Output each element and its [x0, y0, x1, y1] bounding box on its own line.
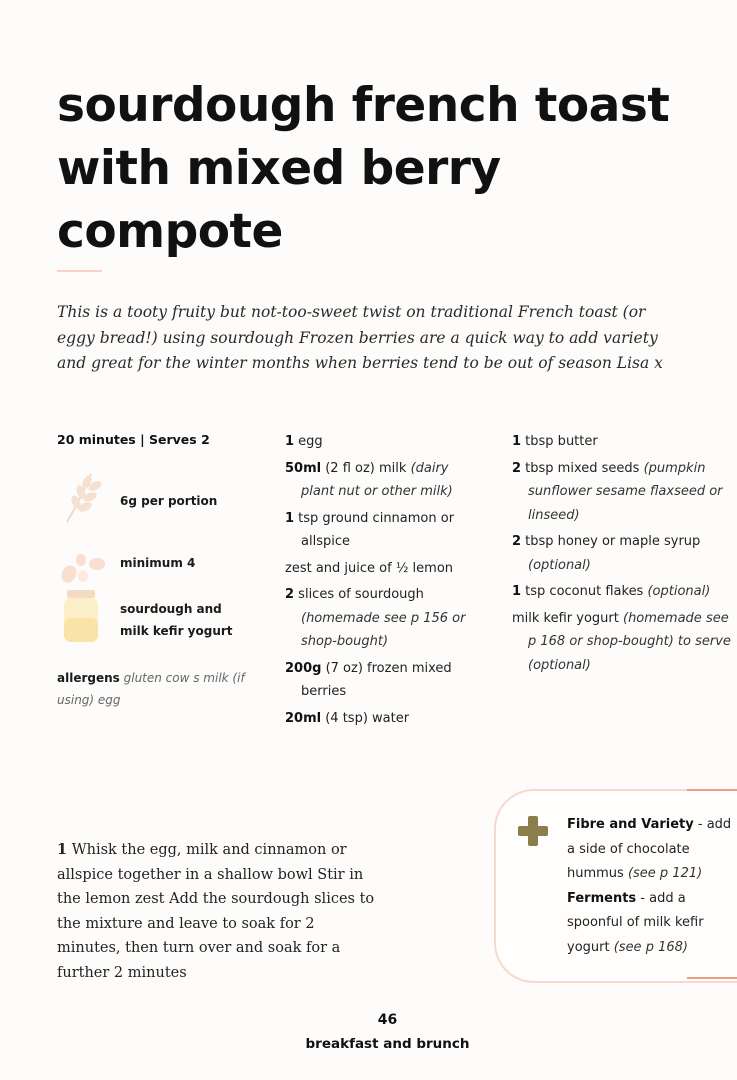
ingredient-text: (7 oz) frozen mixed berries [301, 660, 452, 699]
tip-label-fibre: Fibre and Variety [567, 817, 694, 832]
ingredient-item [285, 457, 485, 504]
ingredient-text: tbsp mixed seeds [521, 460, 644, 476]
allergens-list: gluten cow s milk (if using) egg [57, 671, 245, 707]
ingredient-text: tbsp honey or maple syrup [521, 534, 701, 549]
ingredient-note: (homemade see p 156 or shop-bought) [301, 610, 466, 649]
ingredient-qty: 1 [285, 510, 295, 526]
ingredients-column-2 [512, 430, 732, 680]
ingredient-note: (optional) [528, 557, 591, 573]
ingredient-text: zest and juice of ½ lemon [285, 560, 454, 576]
ingredient-text: tsp coconut flakes [521, 584, 648, 599]
ingredient-item [285, 583, 485, 654]
ingredient-qty: 2 [285, 587, 295, 602]
ferments-line-1: sourdough and [120, 602, 222, 616]
ingredient-qty: 20ml [285, 710, 322, 726]
title-line-3: compote [57, 204, 283, 259]
ingredient-qty: 2 [512, 460, 522, 476]
method-step-1 [57, 838, 377, 986]
ingredient-note: (pumpkin sunflower sesame flaxseed or linseed) [528, 460, 723, 523]
title-line-1: sourdough french toast [57, 78, 670, 133]
ingredient-note: (optional) [647, 584, 711, 599]
ingredient-text: (2 fl oz) milk [321, 460, 411, 476]
ingredient-item [285, 507, 485, 554]
ferments-label [120, 598, 260, 642]
step-number: 1 [57, 841, 68, 858]
time-serves: 20 minutes | Serves 2 [57, 432, 210, 447]
page-number: 46 [377, 1012, 398, 1028]
ingredients-column-1 [285, 430, 485, 733]
ingredient-qty: 50ml [285, 460, 322, 476]
ingredient-text: milk kefir yogurt [512, 610, 623, 626]
ingredient-text: (4 tsp) water [321, 710, 410, 726]
wheat-icon [57, 468, 113, 524]
title-divider [57, 270, 102, 272]
ingredient-note: (dairy plant nut or other milk) [301, 460, 453, 499]
variety-row [57, 540, 257, 590]
intro-paragraph: This is a tooty fruity but not-too-sweet twist on traditional French toast (or eggy bread!) using sourdough Frozen berries are a quick way to add variety and great for the winter months when berries tend to be out of season Lisa x [57, 303, 663, 372]
ferments-row [57, 588, 257, 648]
ingredient-text: tbsp butter [521, 434, 598, 449]
ingredient-item [512, 607, 732, 678]
fibre-per-portion: 6g per portion [120, 494, 218, 508]
ingredient-item [512, 457, 732, 528]
ingredient-item [285, 657, 485, 704]
ingredient-note: (homemade see p 168 or shop-bought) to serve (optional) [528, 610, 731, 673]
ingredient-qty: 2 [512, 534, 522, 549]
ingredient-item [285, 430, 485, 454]
tip-ref-ferments: (see p 168) [613, 939, 688, 955]
ingredient-text: tsp ground cinnamon or allspice [294, 510, 455, 549]
ingredient-qty: 200g [285, 660, 322, 676]
tip-accent-top [687, 789, 737, 791]
ingredient-item [512, 580, 732, 604]
section-name: breakfast and brunch [305, 1036, 470, 1052]
allergens-note [57, 667, 257, 711]
ingredient-item [285, 707, 485, 731]
variety-count: minimum 4 [120, 556, 196, 570]
allergens-label: allergens [57, 671, 120, 685]
jar-icon [57, 588, 113, 644]
tip-label-ferments: Ferments [567, 890, 637, 906]
tip-ref-fibre: (see p 121) [627, 866, 703, 882]
tip-text-fibre: - add a side of chocolate hummus [567, 817, 732, 882]
ingredient-qty: 1 [512, 584, 522, 599]
ingredient-item [285, 557, 485, 581]
ingredient-text: egg [294, 434, 323, 449]
fibre-row [57, 468, 257, 518]
ingredient-qty: 1 [285, 434, 295, 449]
ferments-line-2: milk kefir yogurt [120, 624, 233, 638]
ingredient-text: slices of sourdough [294, 587, 424, 602]
tip-text [567, 813, 737, 961]
ingredient-qty: 1 [512, 434, 522, 449]
plus-icon [518, 816, 548, 846]
title-line-2: with mixed berry [57, 141, 501, 196]
ingredient-item [512, 530, 732, 577]
recipe-title [57, 74, 727, 263]
step-text: Whisk the egg, milk and cinnamon or allspice together in a shallow bowl Stir in the lemon zest Add the sourdough slices to the mixture and leave to soak for 2 minutes, then turn over and soak for a further 2 minutes [57, 842, 375, 981]
ingredient-item [512, 430, 732, 454]
tip-accent-bottom [687, 977, 737, 979]
tip-text-ferments: - add a spoonful of milk kefir yogurt [567, 890, 704, 955]
